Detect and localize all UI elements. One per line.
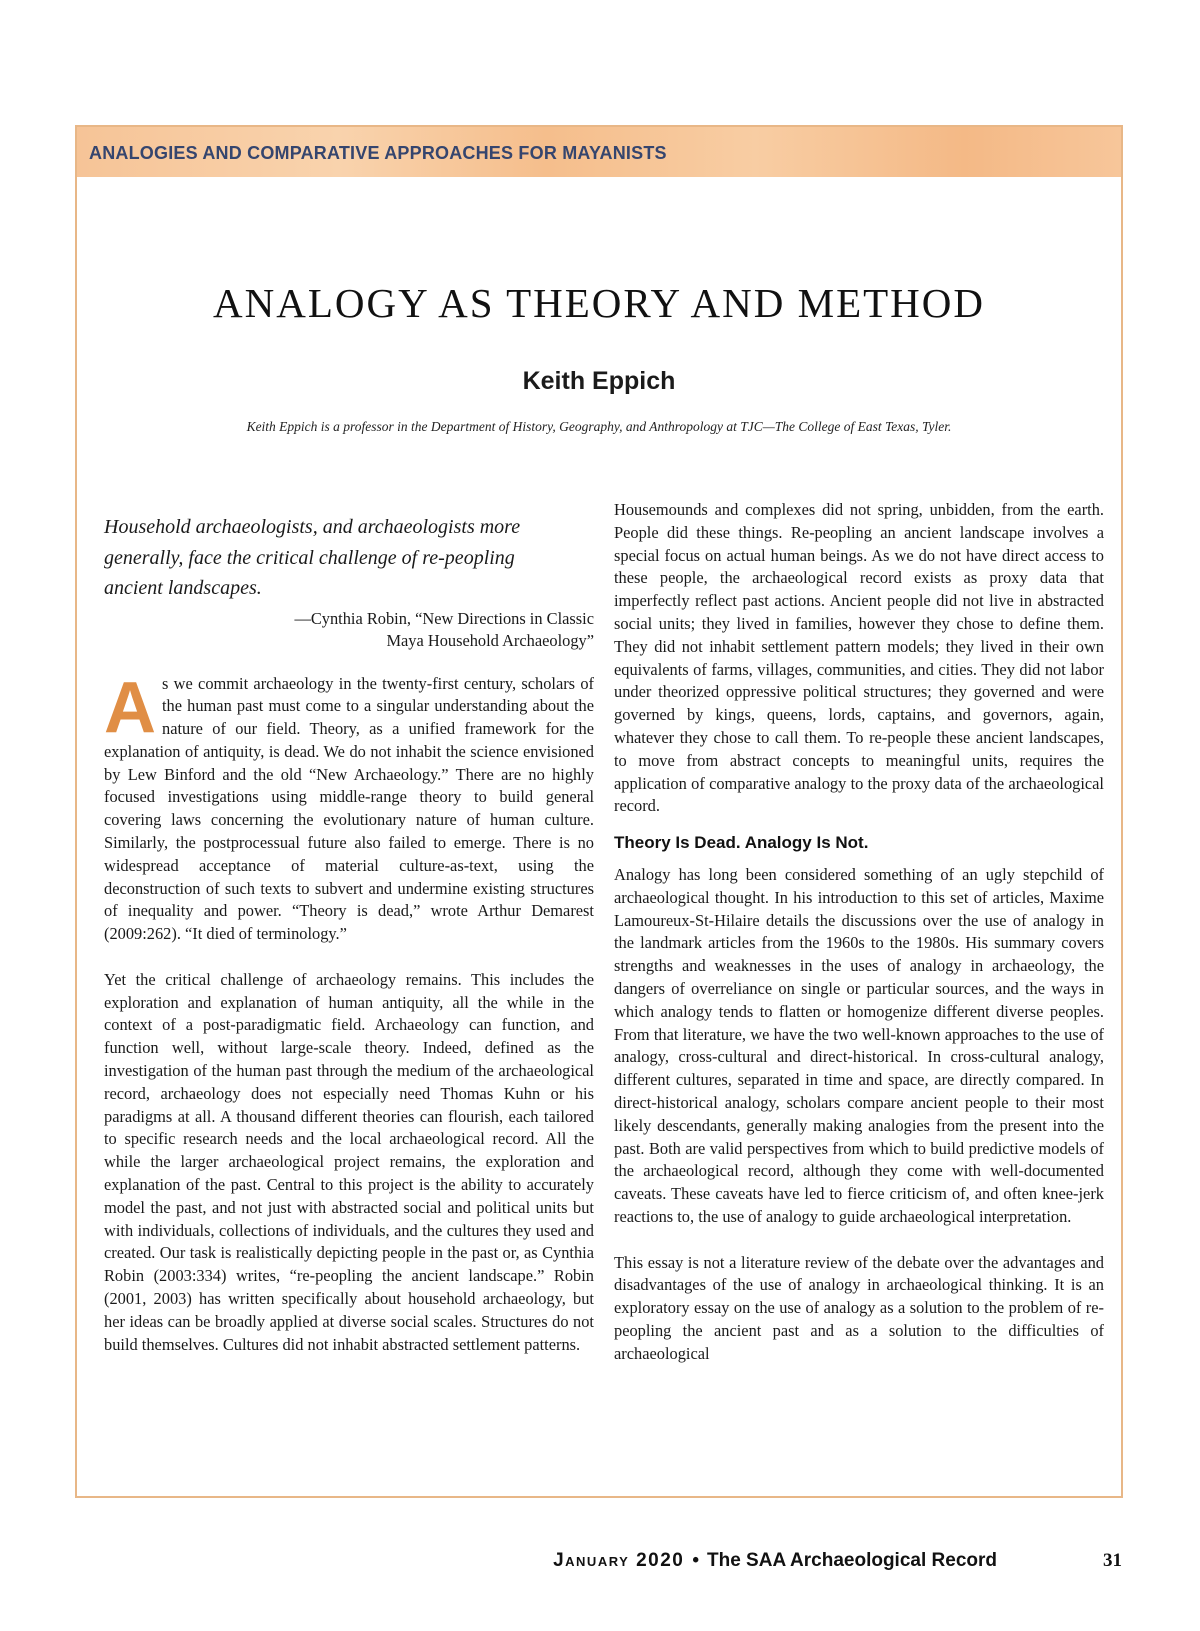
footer-journal-name: The SAA Archaeological Record: [707, 1550, 997, 1571]
section-heading: Theory Is Dead. Analogy Is Not.: [614, 833, 869, 853]
left-column: [104, 512, 594, 1379]
banner-text: ANALOGIES AND COMPARATIVE APPROACHES FOR MAYANISTS: [89, 143, 667, 163]
body-paragraph-1-text: s we commit archaeology in the twenty-first century, scholars of the human past must come to a singular understanding about the nature of our field. Theory, as a unified framework for the explanation of antiquity, is dead. We do not inhabit the science envisioned by Lew Binford and the old “New Archaeology.” There are no highly focused investigations using middle-range theory to build general covering laws concerning the evolutionary nature of human culture. Similarly, the postprocessual future also failed to emerge. There is no widespread acceptance of material culture-as-text, using the deconstruction of such texts to subvert and undermine existing structures of inequality and power. “Theory is dead,” wrote Arthur Demarest (2009:262). “It died of terminology.”: [104, 673, 594, 944]
footer-separator: •: [692, 1550, 699, 1571]
page-footer: [0, 1550, 1200, 1580]
right-column: [614, 499, 1104, 1388]
author-affiliation: Keith Eppich is a professor in the Department of History, Geography, and Anthropology at TJC—The College of East Texas, Tyler.: [246, 419, 952, 434]
body-paragraph-4: Analogy has long been considered something of an ugly stepchild of archaeological thought. In his introduction to this set of articles, Maxime Lamoureux-St-Hilaire details the discussions over the use of analogy in the landmark articles from the 1960s to the 1980s. His summary covers strengths and weaknesses in the uses of analogy in archaeology, the dangers of overreliance on single or particular sources, and the ways in which analogy tends to flatten or homogenize different diverse peoples. From that literature, we have the two well-known approaches to the use of analogy, cross-cultural and direct-historical. In cross-cultural analogy, different cultures, separated in time and space, are directly compared. In direct-historical analogy, scholars compare ancient people to their most likely descendants, generally making analogies from the present into the past. Both are valid perspectives from which to build predictive models of the archaeological record, although they come with well-documented caveats. These caveats have led to fierce criticism of, and often knee-jerk reactions to, the use of analogy to guide archaeological interpretation.: [614, 864, 1104, 1226]
epigraph-attribution-line1: —Cynthia Robin, “New Directions in Classic: [294, 608, 594, 628]
article-author: Keith Eppich: [522, 367, 676, 395]
footer-journal-info: [553, 1550, 997, 1572]
epigraph-attribution-line2: Maya Household Archaeology”: [386, 631, 594, 650]
drop-cap: A: [104, 667, 156, 748]
section-banner: [77, 127, 1121, 177]
article-frame: [75, 125, 1123, 1498]
body-paragraph-5: This essay is not a literature review of the debate over the advantages and disadvantages of the use of analogy in archaeological thinking. It is an exploratory essay on the use of analogy as a solution to the problem of re-peopling the ancient past and as a solution to the difficulties of archaeological: [614, 1252, 1104, 1363]
body-paragraph-3: Housemounds and complexes did not spring, unbidden, from the earth. People did these things. Re-peopling an ancient landscape involves a special focus on actual human beings. As we do not have direct access to these people, the archaeological record exists as proxy data that imperfectly reflect past actions. Ancient people did not live in abstracted social units; they lived in families, however they chose to define them. They did not inhabit settlement pattern models; they lived in their own equivalents of farms, villages, communities, and cities. They did not labor under theorized oppressive political structures; they governed and were governed by kings, queens, lords, captains, and governors, again, whatever they chose to call them. To re-people these ancient landscapes, to move from abstract concepts to meaningful units, requires the application of comparative analogy to the proxy data of the archaeological record.: [614, 500, 1104, 816]
page-number: 31: [1103, 1550, 1122, 1571]
article-title: ANALOGY AS THEORY AND METHOD: [213, 280, 985, 326]
epigraph-quote: Household archaeologists, and archaeologists more generally, face the critical challenge of re-peopling ancient landscapes.: [104, 516, 521, 599]
epigraph-attribution: [104, 608, 594, 653]
body-paragraph-1: [104, 667, 594, 947]
body-paragraph-2: Yet the critical challenge of archaeology remains. This includes the exploration and explanation of human antiquity, all the while in the context of a post-paradigmatic field. Archaeology can function, and function well, without large-scale theory. Indeed, defined as the investigation of the human past through the medium of the archaeological record, archaeology does not especially need Thomas Kuhn or his paradigms at all. A thousand different theories can flourish, each tailored to specific research needs and the local archaeological record. All the while the larger archaeological project remains, the exploration and explanation of the past. Central to this project is the ability to accurately model the past, and not just with abstracted social and political units but with individuals, collections of individuals, and the cultures they used and created. Our task is realistically depicting people in the past or, as Cynthia Robin (2003:334) writes, “re-peopling the ancient landscape.” Robin (2001, 2003) has written specifically about household archaeology, but her ideas can be broadly applied at diverse social scales. Structures do not build themselves. Cultures did not inhabit abstracted settlement patterns.: [104, 969, 594, 1354]
footer-issue-date: January 2020: [553, 1550, 685, 1571]
